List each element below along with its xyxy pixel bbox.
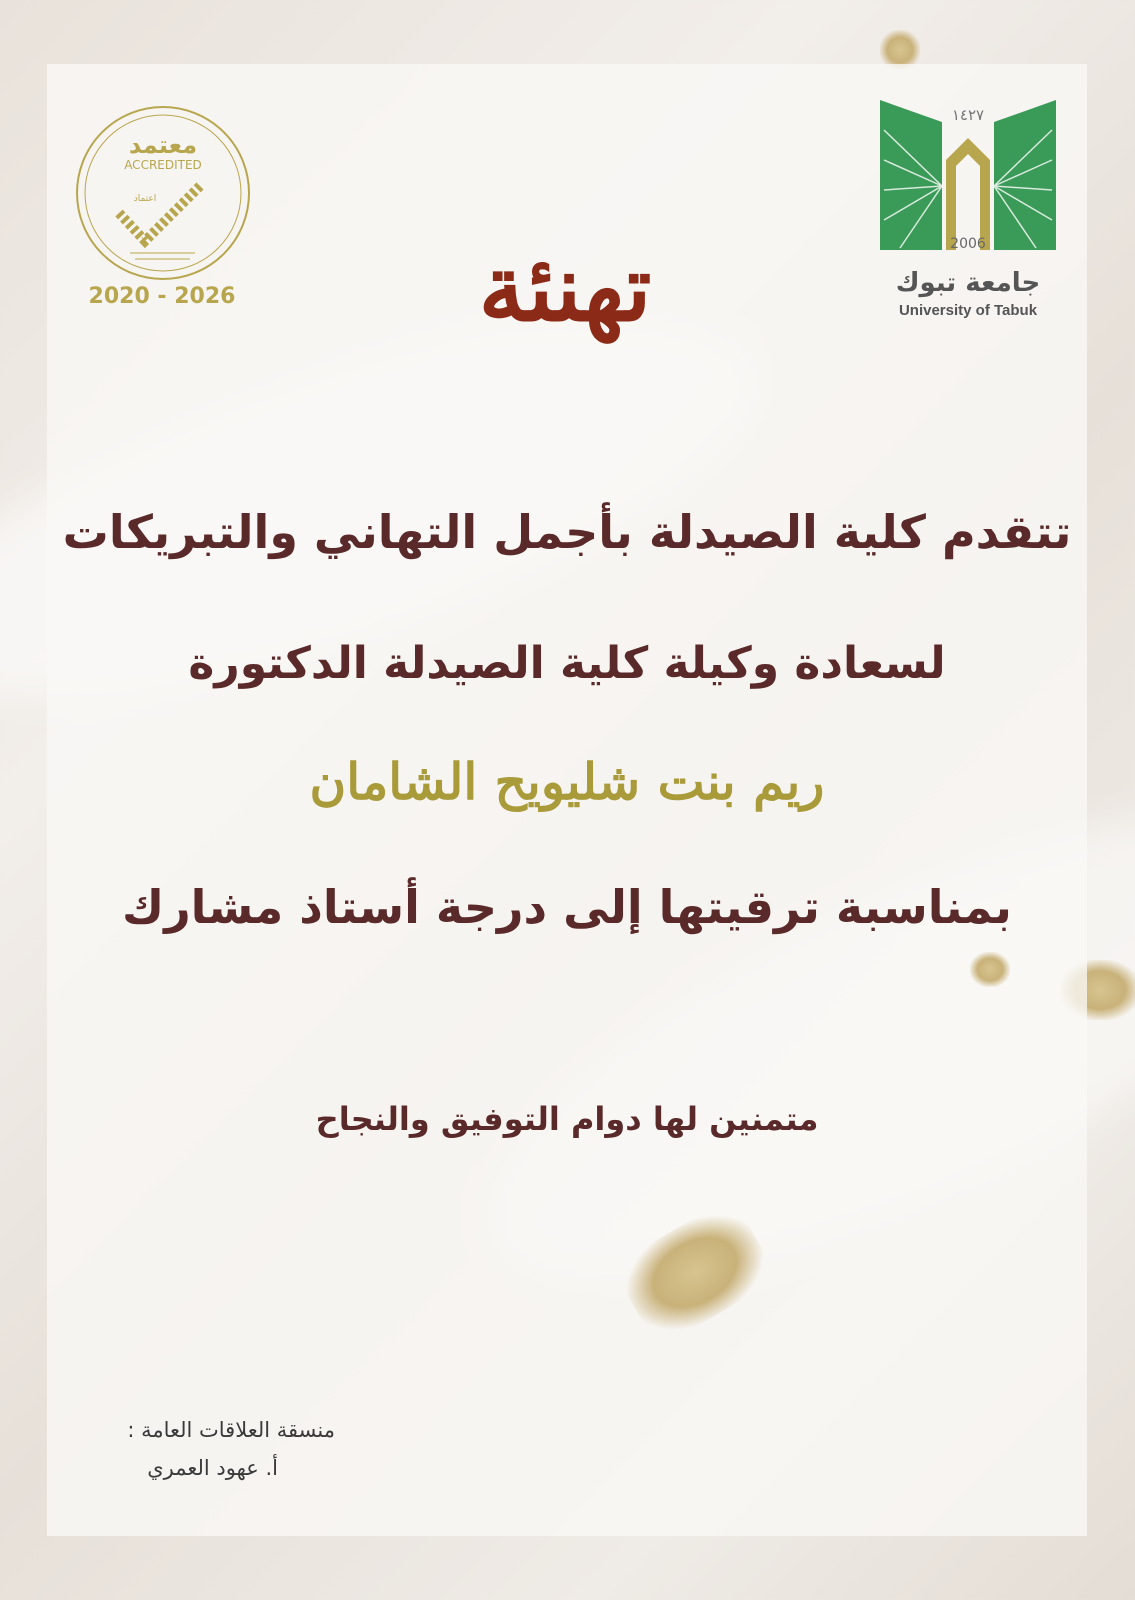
check-icon [119, 185, 201, 241]
seal-inner-label: اعتماد [133, 194, 157, 204]
signature-name: أ. عهود العمري [147, 1456, 278, 1480]
message-line-2: لسعادة وكيلة كلية الصيدلة الدكتورة [188, 638, 946, 689]
honoree-name: ريم بنت شليويح الشامان [309, 752, 825, 811]
university-name-en: University of Tabuk [898, 302, 1038, 319]
message-line-4: بمناسبة ترقيتها إلى درجة أستاذ مشارك [122, 880, 1012, 934]
hijri-year: ١٤٢٧ [951, 106, 985, 124]
university-name-ar: جامعة تبوك [895, 268, 1041, 298]
signature-role: منسقة العلاقات العامة : [127, 1418, 335, 1442]
gold-fleck [970, 952, 1010, 987]
seal-english-label: ACCREDITED [124, 158, 202, 172]
message-line-1: تتقدم كلية الصيدلة بأجمل التهاني والتبريكات [62, 505, 1072, 559]
university-logo [880, 100, 1056, 330]
page-title: تهنئة [478, 234, 652, 342]
founding-year: 2006 [950, 236, 986, 252]
title-calligraphy [445, 218, 685, 368]
wish-line: متمنين لها دوام التوفيق والنجاح [315, 1100, 819, 1138]
seal-arabic-label: معتمد [128, 131, 198, 159]
seal-years: 2020 - 2026 [88, 284, 236, 309]
accreditation-seal [75, 105, 251, 281]
